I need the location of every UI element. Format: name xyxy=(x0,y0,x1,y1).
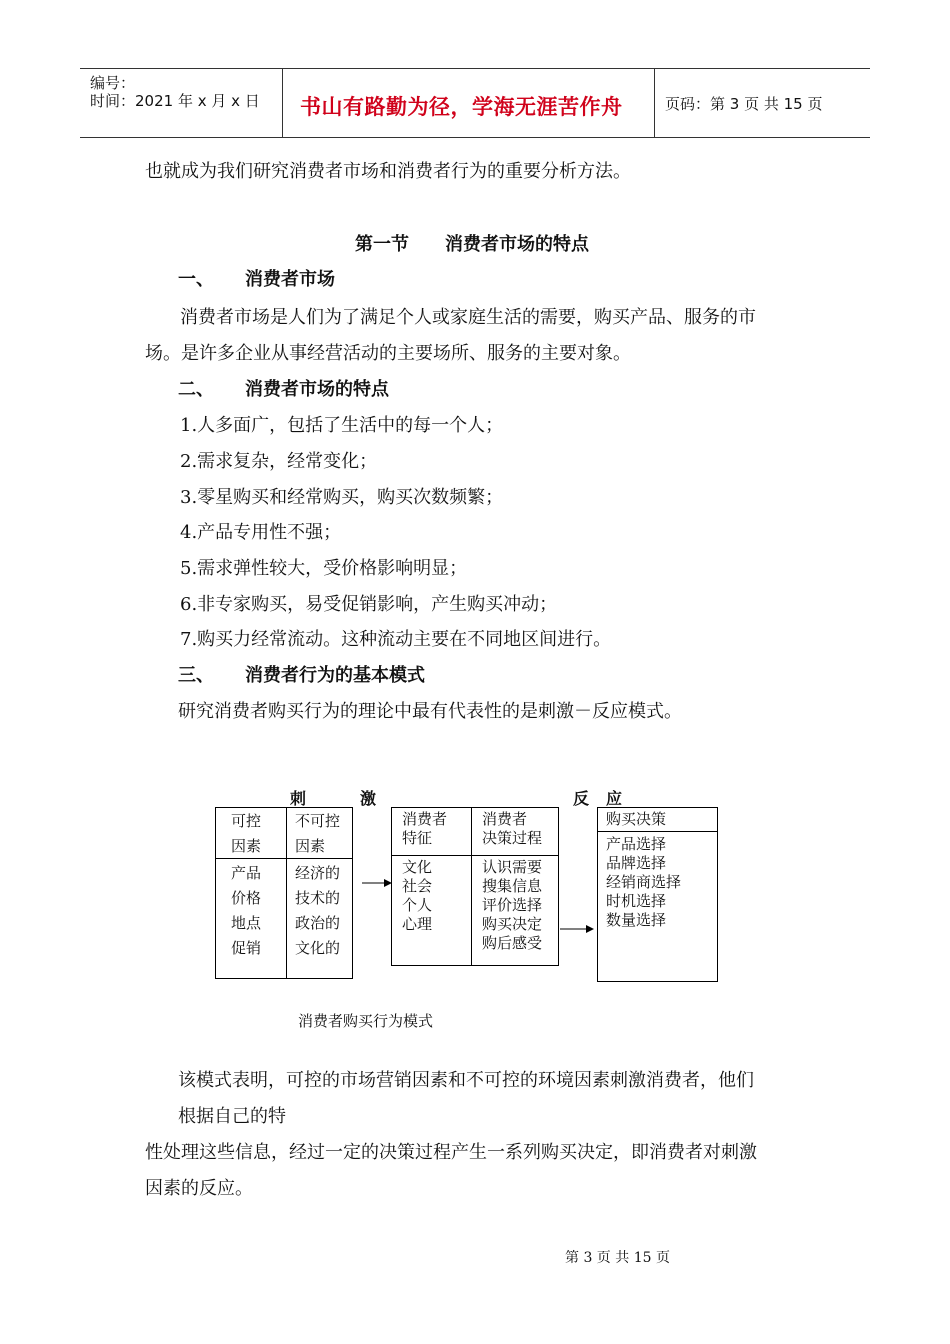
heading-2-number: 二、 xyxy=(178,379,214,400)
decision-process-list: 认识需要 搜集信息 评价选择 购买决定 购后感受 xyxy=(482,858,543,952)
buyer-blackbox-divider xyxy=(471,807,472,966)
paragraph-3: 研究消费者购买行为的理论中最有代表性的是刺激－反应模式。 xyxy=(178,701,682,722)
heading-3-title: 消费者行为的基本模式 xyxy=(245,665,425,686)
diagram-label-ci: 刺 xyxy=(290,789,307,808)
diagram-label-ji: 激 xyxy=(360,789,377,808)
diagram-label-ying: 应 xyxy=(606,789,623,808)
header-divider-right xyxy=(654,69,655,137)
feature-item-5: 5.需求弹性较大，受价格影响明显； xyxy=(180,558,468,579)
header-page-info: 页码：第 3 页 共 15 页 xyxy=(665,95,823,113)
page-footer: 第 3 页 共 15 页 xyxy=(565,1250,670,1266)
feature-item-3: 3.零星购买和经常购买，购买次数频繁； xyxy=(180,487,504,508)
header-motto: 书山有路勤为径，学海无涯苦作舟 xyxy=(300,95,623,119)
diagram-caption: 消费者购买行为模式 xyxy=(298,1012,434,1030)
stimulus-box-divider xyxy=(286,807,287,979)
paragraph-4-line-4: 因素的反应。 xyxy=(145,1178,253,1199)
diagram-label-fan: 反 xyxy=(573,789,590,808)
intro-line: 也就成为我们研究消费者市场和消费者行为的重要分析方法。 xyxy=(145,161,631,182)
header-number-label: 编号： xyxy=(90,74,136,92)
paragraph-4-line-2: 根据自己的特 xyxy=(178,1106,286,1127)
paragraph-4-line-3: 性处理这些信息，经过一定的决策过程产生一系列购买决定，即消费者对刺激 xyxy=(145,1142,757,1163)
heading-1-number: 一、 xyxy=(178,269,214,290)
arrow-right-icon xyxy=(362,876,392,890)
heading-3-number: 三、 xyxy=(178,665,214,686)
decision-process-header: 消费者 决策过程 xyxy=(482,810,543,847)
header-date: 时间：2021 年 x 月 x 日 xyxy=(90,92,260,110)
uncontrollable-factors-header: 不可控 因素 xyxy=(295,812,341,855)
paragraph-1-line-2: 场。是许多企业从事经营活动的主要场所、服务的主要对象。 xyxy=(145,343,631,364)
uncontrollable-factors-list: 经济的 技术的 政治的 文化的 xyxy=(295,864,341,957)
arrow-right-icon xyxy=(560,922,594,936)
feature-item-2: 2.需求复杂，经常变化； xyxy=(180,451,378,472)
controllable-factors-list: 产品 价格 地点 促销 xyxy=(231,864,262,957)
feature-item-6: 6.非专家购买，易受促销影响，产生购买冲动； xyxy=(180,594,558,615)
paragraph-1-line-1: 消费者市场是人们为了满足个人或家庭生活的需要，购买产品、服务的市 xyxy=(180,307,756,328)
feature-item-7: 7.购买力经常流动。这种流动主要在不同地区间进行。 xyxy=(180,629,612,650)
purchase-decision-header: 购买决策 xyxy=(606,810,667,828)
buyer-blackbox-header-line xyxy=(391,855,559,856)
purchase-decision-list: 产品选择 品牌选择 经销商选择 时机选择 数量选择 xyxy=(606,835,682,929)
header-divider-left xyxy=(282,69,283,137)
consumer-traits-list: 文化 社会 个人 心理 xyxy=(402,858,433,933)
heading-1-title: 消费者市场 xyxy=(245,269,335,290)
response-box-header-line xyxy=(597,831,718,832)
paragraph-4-line-1: 该模式表明，可控的市场营销因素和不可控的环境因素刺激消费者，他们 xyxy=(178,1070,754,1091)
controllable-factors-header: 可控 因素 xyxy=(231,812,262,855)
feature-item-4: 4.产品专用性不强； xyxy=(180,522,342,543)
section-title: 第一节 消费者市场的特点 xyxy=(355,234,589,255)
heading-2-title: 消费者市场的特点 xyxy=(245,379,389,400)
consumer-traits-header: 消费者 特征 xyxy=(402,810,448,847)
feature-item-1: 1.人多面广，包括了生活中的每一个人； xyxy=(180,415,504,436)
